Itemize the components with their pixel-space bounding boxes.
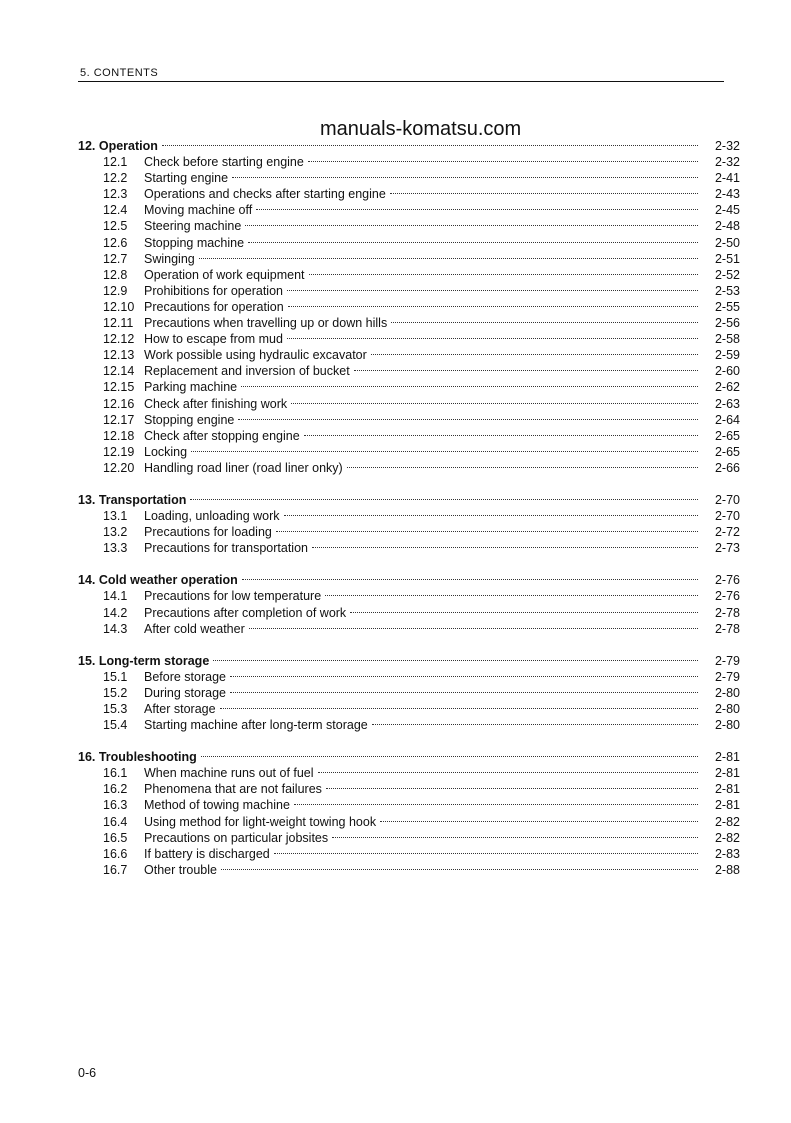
page-ref: 2-65 [714,444,740,459]
dot-leader [274,852,698,854]
dot-leader [288,305,698,307]
entry-label: Phenomena that are not failures [144,782,322,797]
toc-section-heading [78,138,740,154]
entry-label: Stopping engine [144,412,235,427]
toc-entry [78,235,740,251]
toc-entry [78,363,740,379]
page-ref: 2-59 [714,348,740,363]
section-title: 13. Transportation [78,492,187,507]
dot-leader [220,707,698,709]
page-ref: 2-83 [714,846,740,861]
entry-label: Check after finishing work [144,396,288,411]
entry-number: 12.17 [103,412,135,427]
page-number: 0-6 [78,1066,97,1080]
entry-number: 12.9 [103,283,128,298]
toc-entry [78,444,740,460]
toc-section [78,572,740,636]
page-ref: 2-63 [714,396,740,411]
toc-entry [78,830,740,846]
toc-section [78,749,740,878]
entry-number: 12.14 [103,364,135,379]
toc-entry [78,814,740,830]
entry-number: 12.7 [103,251,128,266]
page-ref: 2-82 [714,814,740,829]
dot-leader [232,176,698,178]
entry-number: 15.4 [103,718,128,733]
entry-label: Operation of work equipment [144,267,305,282]
page-ref: 2-70 [714,492,740,507]
entry-number: 16.1 [103,766,128,781]
dot-leader [276,530,698,532]
page-ref: 2-60 [714,364,740,379]
entry-label: Precautions for loading [144,525,272,540]
toc-entry [78,669,740,685]
entry-number: 16.7 [103,862,128,877]
toc-entry [78,621,740,637]
toc-section-heading [78,653,740,669]
page-ref: 2-55 [714,299,740,314]
toc-entry [78,605,740,621]
entry-label: Moving machine off [144,203,253,218]
toc-entry [78,412,740,428]
dot-leader [256,208,698,210]
dot-leader [332,836,698,838]
entry-number: 12.12 [103,332,135,347]
toc-entry [78,347,740,363]
table-of-contents [78,138,740,894]
page-ref: 2-70 [714,509,740,524]
toc-entry [78,846,740,862]
entry-number: 16.4 [103,814,128,829]
toc-entry [78,540,740,556]
toc-section-heading [78,749,740,765]
dot-leader [350,611,698,613]
dot-leader [213,659,698,661]
entry-label: Prohibitions for operation [144,283,283,298]
entry-number: 13.1 [103,509,128,524]
entry-label: Handling road liner (road liner onky) [144,460,343,475]
entry-label: During storage [144,685,226,700]
page-ref: 2-62 [714,380,740,395]
dot-leader [284,514,698,516]
entry-label: If battery is discharged [144,846,270,861]
page-ref: 2-64 [714,412,740,427]
watermark-text: manuals-komatsu.com [320,118,522,140]
entry-label: Using method for light-weight towing hook [144,814,377,829]
entry-number: 12.10 [103,299,135,314]
dot-leader [230,691,698,693]
page-ref: 2-53 [714,283,740,298]
toc-entry [78,283,740,299]
entry-label: Loading, unloading work [144,509,280,524]
page-ref: 2-76 [714,589,740,604]
dot-leader [199,257,698,259]
toc-entry [78,460,740,476]
toc-entry [78,218,740,234]
entry-label: Operations and checks after starting engine [144,187,386,202]
dot-leader [201,755,698,757]
entry-label: Stopping machine [144,235,245,250]
toc-entry [78,170,740,186]
page-ref: 2-88 [714,862,740,877]
toc-section [78,138,740,476]
page-ref: 2-80 [714,685,740,700]
page-ref: 2-58 [714,332,740,347]
page-ref: 2-43 [714,187,740,202]
section-title: 12. Operation [78,139,158,153]
entry-number: 15.1 [103,669,128,684]
dot-leader [191,450,698,452]
toc-entry [78,299,740,315]
entry-number: 12.16 [103,396,135,411]
entry-number: 12.11 [103,316,134,331]
dot-leader [241,385,698,387]
dot-leader [391,321,698,323]
dot-leader [354,369,698,371]
entry-label: Precautions for transportation [144,541,308,556]
dot-leader [309,273,698,275]
dot-leader [390,192,698,194]
dot-leader [287,289,698,291]
dot-leader [242,578,698,580]
entry-label: Replacement and inversion of bucket [144,364,350,379]
toc-entry [78,781,740,797]
entry-number: 12.3 [103,187,128,202]
entry-number: 12.4 [103,203,128,218]
dot-leader [245,224,698,226]
header-title: 5. CONTENTS [80,67,159,79]
toc-entry [78,797,740,813]
page-ref: 2-41 [714,171,740,186]
entry-number: 12.5 [103,219,128,234]
dot-leader [304,434,698,436]
entry-label: Swinging [144,251,195,266]
entry-number: 12.6 [103,235,128,250]
page-ref: 2-32 [714,155,740,170]
entry-number: 16.5 [103,830,128,845]
toc-entry [78,524,740,540]
section-title: 14. Cold weather operation [78,573,238,588]
toc-entry [78,588,740,604]
toc-entry [78,267,740,283]
dot-leader [347,466,698,468]
entry-number: 15.3 [103,702,128,716]
toc-entry [78,315,740,331]
dot-leader [308,160,698,162]
dot-leader [221,868,698,870]
entry-label: How to escape from mud [144,332,283,347]
entry-number: 13.2 [103,525,128,540]
entry-number: 14.2 [103,605,128,620]
entry-label: Parking machine [144,380,238,395]
entry-label: Locking [144,444,188,459]
entry-label: Check before starting engine [144,155,304,170]
toc-entry [78,251,740,267]
dot-leader [294,803,698,805]
page-ref: 2-81 [714,782,740,797]
page-ref: 2-48 [714,219,740,234]
entry-number: 12.8 [103,267,128,282]
toc-section-heading [78,492,740,508]
page-ref: 2-50 [714,235,740,250]
entry-label: Precautions on particular jobsites [144,830,329,845]
entry-label: Precautions when travelling up or down hills [144,316,388,331]
entry-number: 16.3 [103,798,128,813]
dot-leader [190,498,698,500]
dot-leader [318,771,698,773]
entry-label: Starting engine [144,171,229,186]
toc-entry [78,508,740,524]
entry-label: Other trouble [144,862,217,877]
page-ref: 2-79 [714,653,740,668]
entry-label: Precautions after completion of work [144,605,347,620]
dot-leader [287,337,698,339]
toc-section [78,492,740,556]
entry-number: 12.2 [103,171,128,186]
entry-number: 14.1 [103,589,128,604]
toc-entry [78,202,740,218]
page-ref: 2-76 [714,573,740,588]
section-title: 16. Troubleshooting [78,750,197,765]
entry-label: Precautions for operation [144,299,284,314]
entry-number: 16.6 [103,846,128,861]
dot-leader [238,418,698,420]
entry-number: 12.20 [103,460,135,475]
page-ref: 2-56 [714,316,740,331]
toc-entry [78,428,740,444]
toc-section [78,653,740,733]
dot-leader [312,546,698,548]
entry-label: Work possible using hydraulic excavator [144,348,367,363]
entry-number: 12.1 [103,155,128,170]
entry-number: 13.3 [103,541,128,556]
page-ref: 2-80 [714,702,740,716]
toc-entry [78,717,740,733]
entry-label: Starting machine after long-term storage [144,718,368,733]
toc-entry [78,765,740,781]
entry-number: 16.2 [103,782,128,797]
dot-leader [372,723,698,725]
page-ref: 2-52 [714,267,740,282]
entry-number: 12.13 [103,348,135,363]
page-ref: 2-82 [714,830,740,845]
entry-number: 12.19 [103,444,135,459]
toc-entry [78,379,740,395]
dot-leader [325,594,698,596]
page-ref: 2-51 [714,251,740,266]
entry-label: Check after stopping engine [144,428,300,443]
dot-leader [380,820,698,822]
entry-label: Precautions for low temperature [144,589,322,604]
dot-leader [326,787,698,789]
entry-label: Method of towing machine [144,798,290,813]
dot-leader [371,353,698,355]
entry-label: After cold weather [144,621,245,636]
dot-leader [162,144,698,146]
dot-leader [249,627,698,629]
page-ref: 2-81 [714,750,740,765]
entry-number: 12.18 [103,428,135,443]
page-ref: 2-45 [714,203,740,218]
toc-entry [78,186,740,202]
toc-entry [78,154,740,170]
entry-label: Before storage [144,669,226,684]
page-ref: 2-66 [714,460,740,475]
entry-number: 15.2 [103,685,128,700]
entry-number: 12.15 [103,380,135,395]
dot-leader [248,241,698,243]
section-title: 15. Long-term storage [78,653,210,668]
entry-number: 14.3 [103,621,128,636]
toc-entry [78,685,740,701]
toc-entry [78,396,740,412]
page-ref: 2-78 [714,621,740,636]
page-ref: 2-81 [714,798,740,813]
page-ref: 2-81 [714,766,740,781]
page-header [78,66,724,82]
page-ref: 2-65 [714,428,740,443]
toc-entry [78,701,740,717]
page-ref: 2-72 [714,525,740,540]
toc-section-heading [78,572,740,588]
dot-leader [291,402,698,404]
page-ref: 2-80 [714,718,740,733]
entry-label: Steering machine [144,219,242,234]
page-ref: 2-32 [714,139,740,153]
dot-leader [230,675,698,677]
toc-entry [78,331,740,347]
entry-label: When machine runs out of fuel [144,766,314,781]
page-ref: 2-78 [714,605,740,620]
page-ref: 2-73 [714,541,740,556]
entry-label: After storage [144,702,216,716]
page-ref: 2-79 [714,669,740,684]
toc-entry [78,862,740,878]
